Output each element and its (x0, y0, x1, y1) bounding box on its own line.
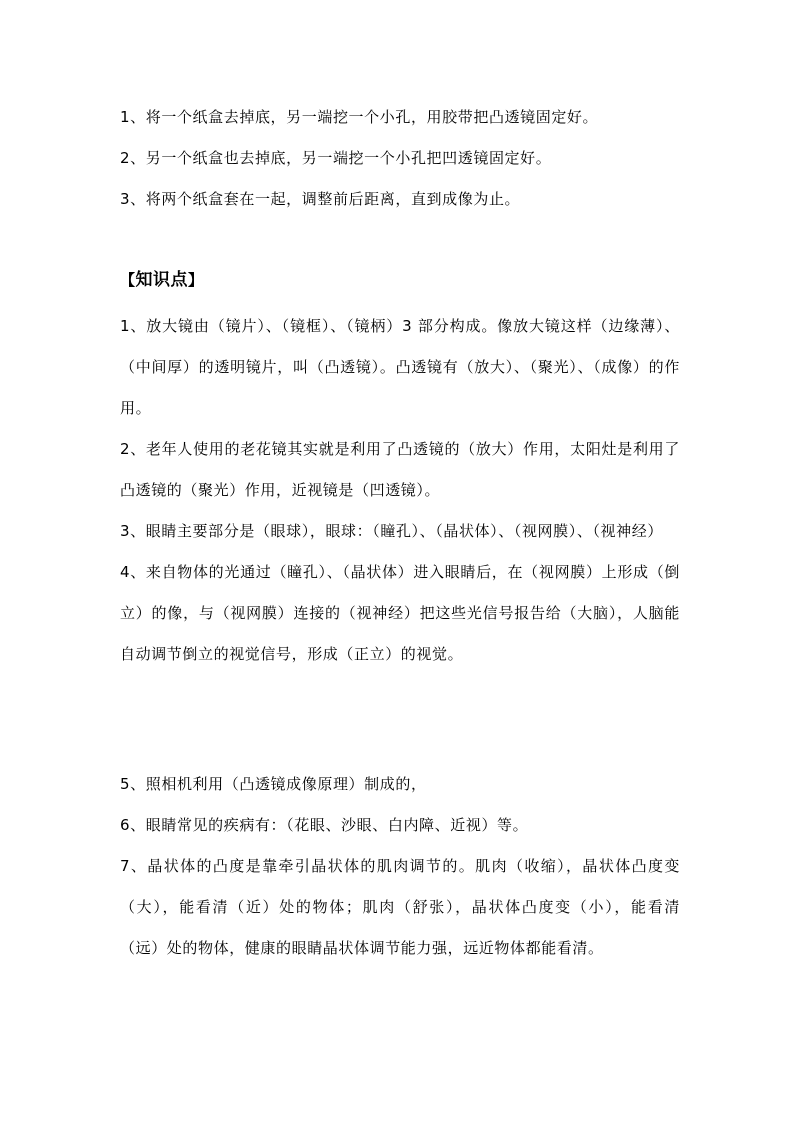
section-title-text: 知识点 (135, 270, 189, 290)
knowledge-list-b (120, 764, 680, 969)
section-heading (120, 260, 680, 301)
bracket-close: 】 (188, 271, 204, 289)
step-item: 3、将两个纸盒套在一起，调整前后距离，直到成像为止。 (120, 190, 521, 208)
bracket-open: 【 (120, 271, 136, 289)
step-item: 1、将一个纸盒去掉底，另一端挖一个小孔，用胶带把凸透镜固定好。 (120, 108, 599, 126)
knowledge-item: 7、晶状体的凸度是靠牵引晶状体的肌肉调节的。肌肉（收缩），晶状体凸度变（大），能看清（近）处的物体；肌肉（舒张），晶状体凸度变（小），能看清（远）处的物体，健康的眼睛晶状体调节能力强，远近物体都能看清。 (120, 857, 680, 957)
knowledge-item: 1、放大镜由（镜片）、（镜框）、（镜柄）3 部分构成。像放大镜这样（边缘薄）、（中间厚）的透明镜片，叫（凸透镜）。凸透镜有（放大）、（聚光）、（成像）的作用。 (120, 317, 680, 417)
steps-list (120, 97, 680, 220)
knowledge-item: 6、眼睛常见的疾病有：（花眼、沙眼、白内障、近视）等。 (120, 816, 529, 834)
knowledge-list-a (120, 306, 680, 675)
knowledge-item: 2、老年人使用的老花镜其实就是利用了凸透镜的（放大）作用，太阳灶是利用了凸透镜的（聚光）作用，近视镜是（凹透镜）。 (120, 440, 680, 499)
knowledge-item: 5、照相机利用（凸透镜成像原理）制成的， (120, 775, 427, 793)
step-item: 2、另一个纸盒也去掉底，另一端挖一个小孔把凹透镜固定好。 (120, 149, 552, 167)
knowledge-item: 4、来自物体的光通过（瞳孔）、（晶状体）进入眼睛后，在（视网膜）上形成（倒立）的像，与（视网膜）连接的（视神经）把这些光信号报告给（大脑），人脑能自动调节倒立的视觉信号，形成（正立）的视觉。 (120, 563, 680, 663)
knowledge-item: 3、眼睛主要部分是（眼球），眼球：（瞳孔）、（晶状体）、（视网膜）、（视神经） (120, 522, 663, 540)
section-title (120, 260, 680, 301)
